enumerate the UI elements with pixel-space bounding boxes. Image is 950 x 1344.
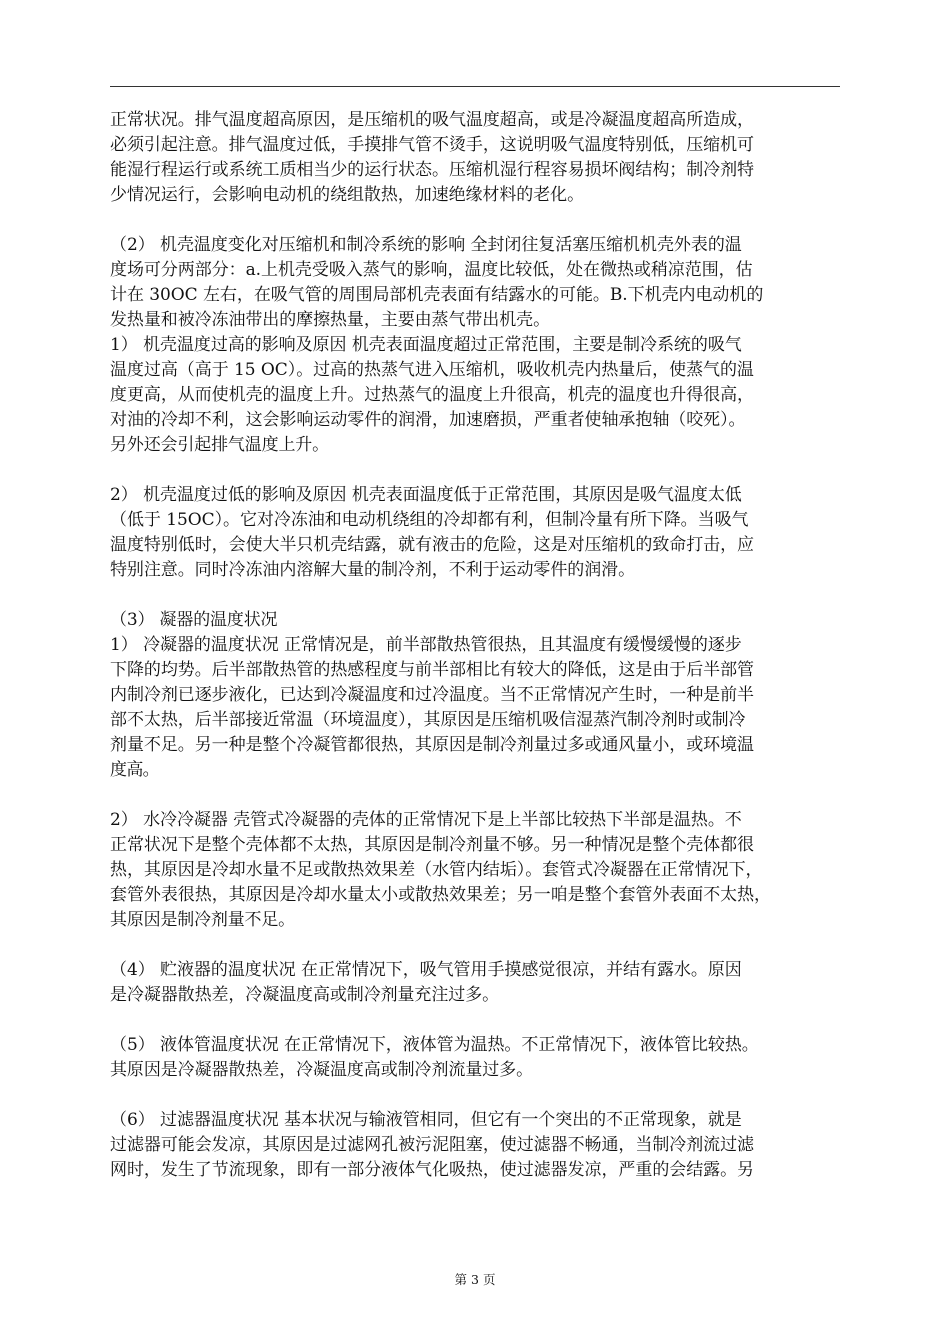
text-block <box>110 958 842 1008</box>
text-line: 对油的冷却不利，这会影响运动零件的润滑，加速磨损，严重者使轴承抱轴（咬死）。 <box>110 410 746 430</box>
text-block <box>110 1108 842 1183</box>
text-line: 热，其原因是冷却水量不足或散热效果差（水管内结垢）。套管式冷凝器在正常情况下， <box>110 860 763 880</box>
text-block <box>110 108 842 208</box>
text-line: （3） 凝器的温度状况 <box>110 610 278 630</box>
text-line: 下降的均势。后半部散热管的热感程度与前半部相比有较大的降低，这是由于后半部管 <box>110 660 754 680</box>
text-line: 2） 机壳温度过低的影响及原因 机壳表面温度低于正常范围，其原因是吸气温度太低 <box>110 485 742 505</box>
text-line: （2） 机壳温度变化对压缩机和制冷系统的影响 全封闭往复活塞压缩机机壳外表的温 <box>110 235 742 255</box>
text-line: 正常状况下是整个壳体都不太热，其原因是制冷剂量不够。另一种情况是整个壳体都很 <box>110 835 754 855</box>
header-rule <box>110 86 840 87</box>
text-line: 是冷凝器散热差，冷凝温度高或制冷剂量充注过多。 <box>110 985 499 1005</box>
paragraph-gap <box>110 1083 842 1108</box>
text-line: 过滤器可能会发凉，其原因是过滤网孔被污泥阻塞，使过滤器不畅通，当制冷剂流过滤 <box>110 1135 754 1155</box>
text-line: 计在 30OC 左右，在吸气管的周围局部机壳表面有结露水的可能。B.下机壳内电动机的 <box>110 285 764 305</box>
text-line: （低于 15OC）。它对冷冻油和电动机绕组的冷却都有利，但制冷量有所下降。当吸气 <box>110 510 749 530</box>
text-line: 能湿行程运行或系统工质相当少的运行状态。压缩机湿行程容易损坏阀结构；制冷剂特 <box>110 160 754 180</box>
text-line: 发热量和被冷冻油带出的摩擦热量，主要由蒸气带出机壳。 <box>110 310 550 330</box>
text-line: 必须引起注意。排气温度过低，手摸排气管不烫手，这说明吸气温度特别低，压缩机可 <box>110 135 754 155</box>
text-line: 少情况运行，会影响电动机的绕组散热，加速绝缘材料的老化。 <box>110 185 584 205</box>
text-line: 部不太热，后半部接近常温（环境温度），其原因是压缩机吸信湿蒸汽制冷剂时或制冷 <box>110 710 746 730</box>
text-line: 套管外表很热，其原因是冷却水量太小或散热效果差；另一咱是整个套管外表面不太热， <box>110 885 771 905</box>
paragraph-gap <box>110 458 842 483</box>
paragraph-gap <box>110 783 842 808</box>
text-line: 另外还会引起排气温度上升。 <box>110 435 329 455</box>
text-line: 度高。 <box>110 760 159 780</box>
text-line: 内制冷剂已逐步液化，已达到冷凝温度和过冷温度。当不正常情况产生时，一种是前半 <box>110 685 754 705</box>
text-line: （4） 贮液器的温度状况 在正常情况下，吸气管用手摸感觉很凉，并结有露水。原因 <box>110 960 742 980</box>
text-line: （5） 液体管温度状况 在正常情况下，液体管为温热。不正常情况下，液体管比较热。 <box>110 1035 759 1055</box>
text-line: 特别注意。同时冷冻油内溶解大量的制冷剂，不利于运动零件的润滑。 <box>110 560 635 580</box>
text-line: 其原因是冷凝器散热差，冷凝温度高或制冷剂流量过多。 <box>110 1060 533 1080</box>
text-line: 温度过高（高于 15 OC）。过高的热蒸气进入压缩机，吸收机壳内热量后，使蒸气的温 <box>110 360 754 380</box>
text-line: 正常状况。排气温度超高原因，是压缩机的吸气温度超高，或是冷凝温度超高所造成， <box>110 110 754 130</box>
text-block <box>110 608 842 783</box>
paragraph-gap <box>110 208 842 233</box>
text-line: （6） 过滤器温度状况 基本状况与输液管相同，但它有一个突出的不正常现象，就是 <box>110 1110 742 1130</box>
document-body <box>110 108 842 1183</box>
text-line: 2） 水冷冷凝器 壳管式冷凝器的壳体的正常情况下是上半部比较热下半部是温热。不 <box>110 810 742 830</box>
text-line: 度更高，从而使机壳的温度上升。过热蒸气的温度上升很高，机壳的温度也升得很高， <box>110 385 754 405</box>
text-line: 网时，发生了节流现象，即有一部分液体气化吸热，使过滤器发凉，严重的会结露。另 <box>110 1160 754 1180</box>
text-line: 1） 冷凝器的温度状况 正常情况是，前半部散热管很热，且其温度有缓慢缓慢的逐步 <box>110 635 742 655</box>
paragraph-gap <box>110 1008 842 1033</box>
text-block <box>110 233 842 458</box>
text-block <box>110 1033 842 1083</box>
text-block <box>110 483 842 583</box>
paragraph-gap <box>110 583 842 608</box>
paragraph-gap <box>110 933 842 958</box>
text-line: 剂量不足。另一种是整个冷凝管都很热，其原因是制冷剂量过多或通风量小，或环境温 <box>110 735 754 755</box>
text-block <box>110 808 842 933</box>
text-line: 度场可分两部分：a.上机壳受吸入蒸气的影响，温度比较低，处在微热或稍凉范围，估 <box>110 260 753 280</box>
text-line: 1） 机壳温度过高的影响及原因 机壳表面温度超过正常范围，主要是制冷系统的吸气 <box>110 335 742 355</box>
text-line: 温度特别低时，会使大半只机壳结露，就有液击的危险，这是对压缩机的致命打击，应 <box>110 535 754 555</box>
text-line: 其原因是制冷剂量不足。 <box>110 910 295 930</box>
page-number: 第 3 页 <box>454 1272 496 1287</box>
